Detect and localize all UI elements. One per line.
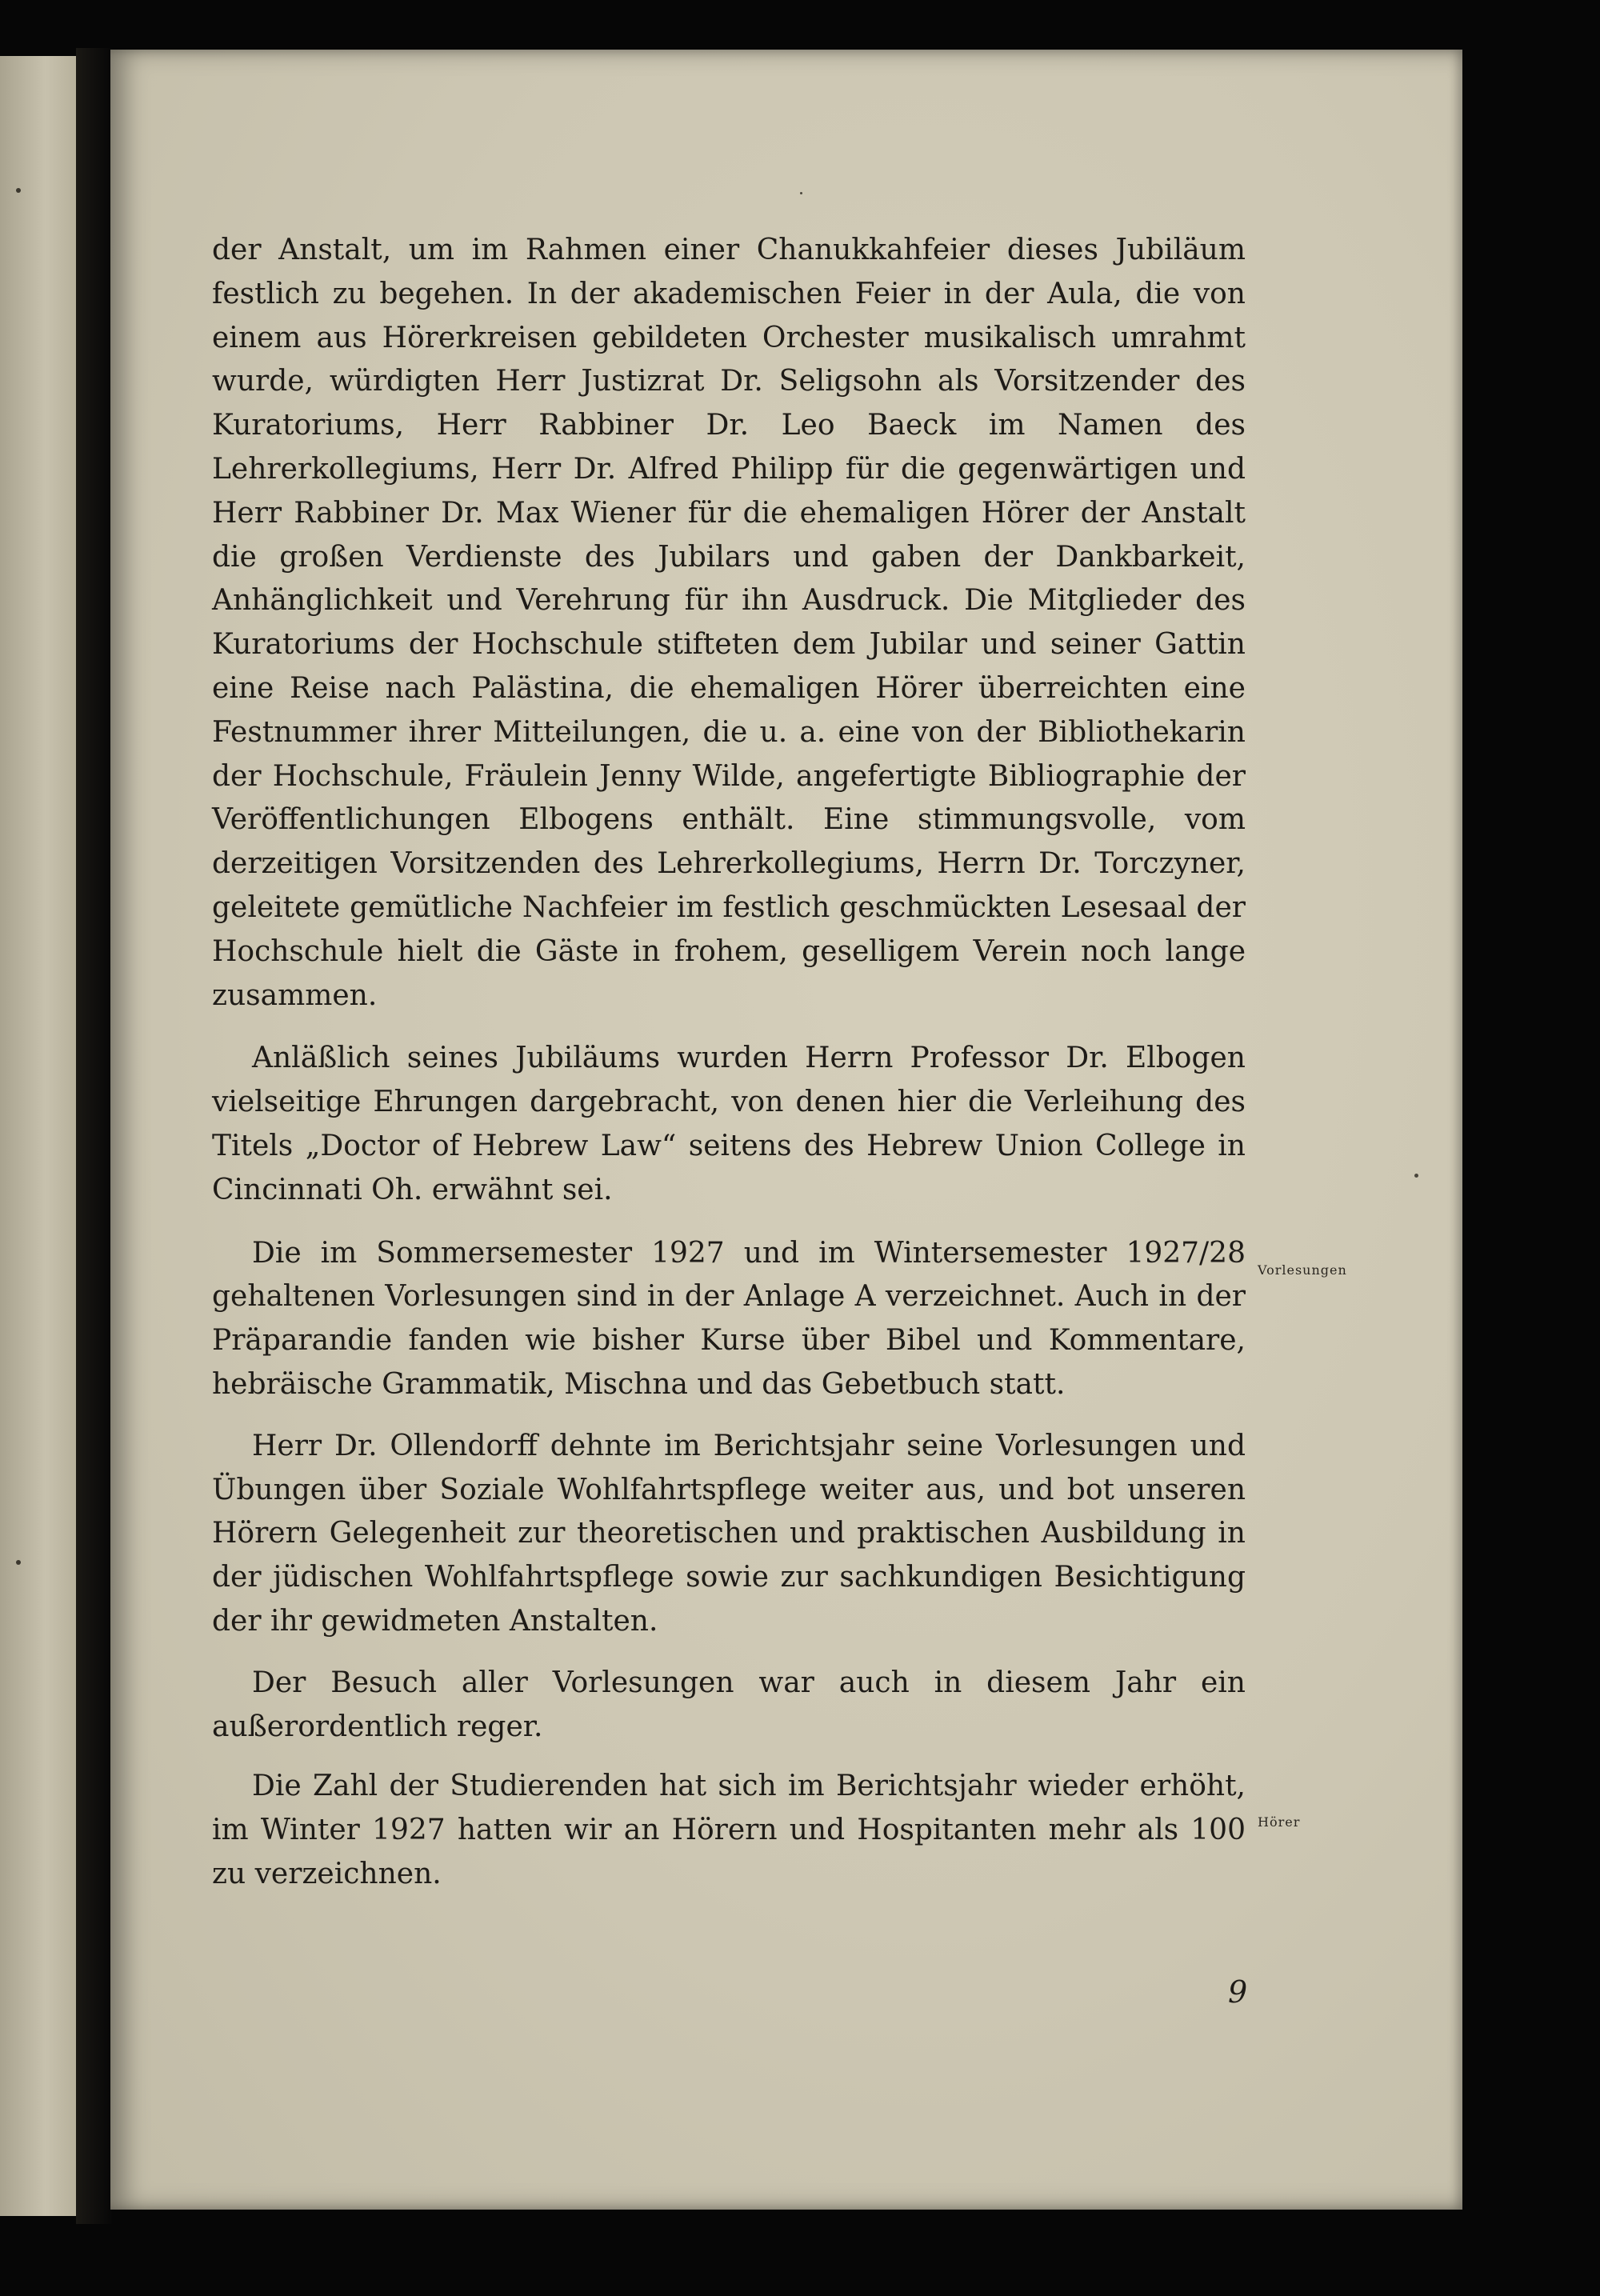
- page-speck: [800, 192, 802, 194]
- body-text: [212, 229, 1246, 1897]
- page-speck: [1414, 1174, 1418, 1178]
- paragraph-jubilee-celebration: der Anstalt, um im Rahmen einer Chanukkahfeier dieses Jubiläum festlich zu begehen. In der akademischen Feier in der Aula, die von einem aus Hörerkreisen gebildeten Orchester musikalisch umrahmt wurde, würdigten Herr Justizrat Dr. Seligsohn als Vorsitzender des Kuratoriums, Herr Rabbiner Dr. Leo Baeck im Namen des Lehrerkollegiums, Herr Dr. Alfred Philipp für die gegenwärtigen und Herr Rabbiner Dr. Max Wiener für die ehemaligen Hörer der Anstalt die großen Verdienste des Jubilars und gaben der Dankbarkeit, Anhänglichkeit und Verehrung für ihn Ausdruck. Die Mitglieder des Kuratoriums der Hochschule stifteten dem Jubilar und seiner Gattin eine Reise nach Palästina, die ehemaligen Hörer überreichten eine Festnummer ihrer Mitteilungen, die u. a. eine von der Bibliothekarin der Hochschule, Fräulein Jenny Wilde, angefertigte Bibliographie der Veröffentlichungen Elbogens enthält. Eine stimmungsvolle, vom derzeitigen Vorsitzenden des Lehrerkollegiums, Herrn Dr. Torczyner, geleitete gemütliche Nachfeier im festlich geschmückten Lesesaal der Hochschule hielt die Gäste in frohem, geselligem Verein noch lange zusammen.: [212, 234, 1246, 1012]
- book-gutter: [76, 48, 112, 2224]
- paragraph-student-count: Die Zahl der Studierenden hat sich im Berichtsjahr wieder erhöht, im Winter 1927 hatten wir an Hörern und Hospitanten mehr als 100 zu verzeichnen.: [212, 1770, 1246, 1890]
- paragraph-honors: Anläßlich seines Jubiläums wurden Herrn Professor Dr. Elbogen vielseitige Ehrungen dargebracht, von denen hier die Verleihung des Titels „Doctor of Hebrew Law“ seitens des Hebrew Union College in Cincinnati Oh. erwähnt sei.: [212, 1042, 1246, 1206]
- paragraph-lectures: Die im Sommersemester 1927 und im Wintersemester 1927/28 gehaltenen Vorlesungen sind in der Anlage A verzeichnet. Auch in der Präparandie fanden wie bisher Kurse über Bibel und Kommentare, hebräische Grammatik, Mischna und das Gebetbuch statt.: [212, 1236, 1246, 1401]
- adjacent-page-edge: [0, 56, 76, 2216]
- page-speck: [16, 1560, 21, 1565]
- page-number: 9: [1228, 1974, 1248, 2010]
- paragraph-attendance: Der Besuch aller Vorlesungen war auch in diesem Jahr ein außerordentlich reger.: [212, 1666, 1246, 1743]
- margin-note-lectures: Vorlesungen: [1258, 1262, 1347, 1278]
- margin-note-students: Hörer: [1258, 1814, 1301, 1830]
- page-speck: [16, 188, 21, 193]
- paragraph-welfare-courses: Herr Dr. Ollendorff dehnte im Berichtsjahr seine Vorlesungen und Übungen über Soziale Wohlfahrtspflege weiter aus, und bot unseren Hörern Gelegenheit zur theoretischen und praktischen Ausbildung in der jüdischen Wohlfahrtspflege sowie zur sachkundigen Besichtigung der ihr gewidmeten Anstalten.: [212, 1429, 1246, 1638]
